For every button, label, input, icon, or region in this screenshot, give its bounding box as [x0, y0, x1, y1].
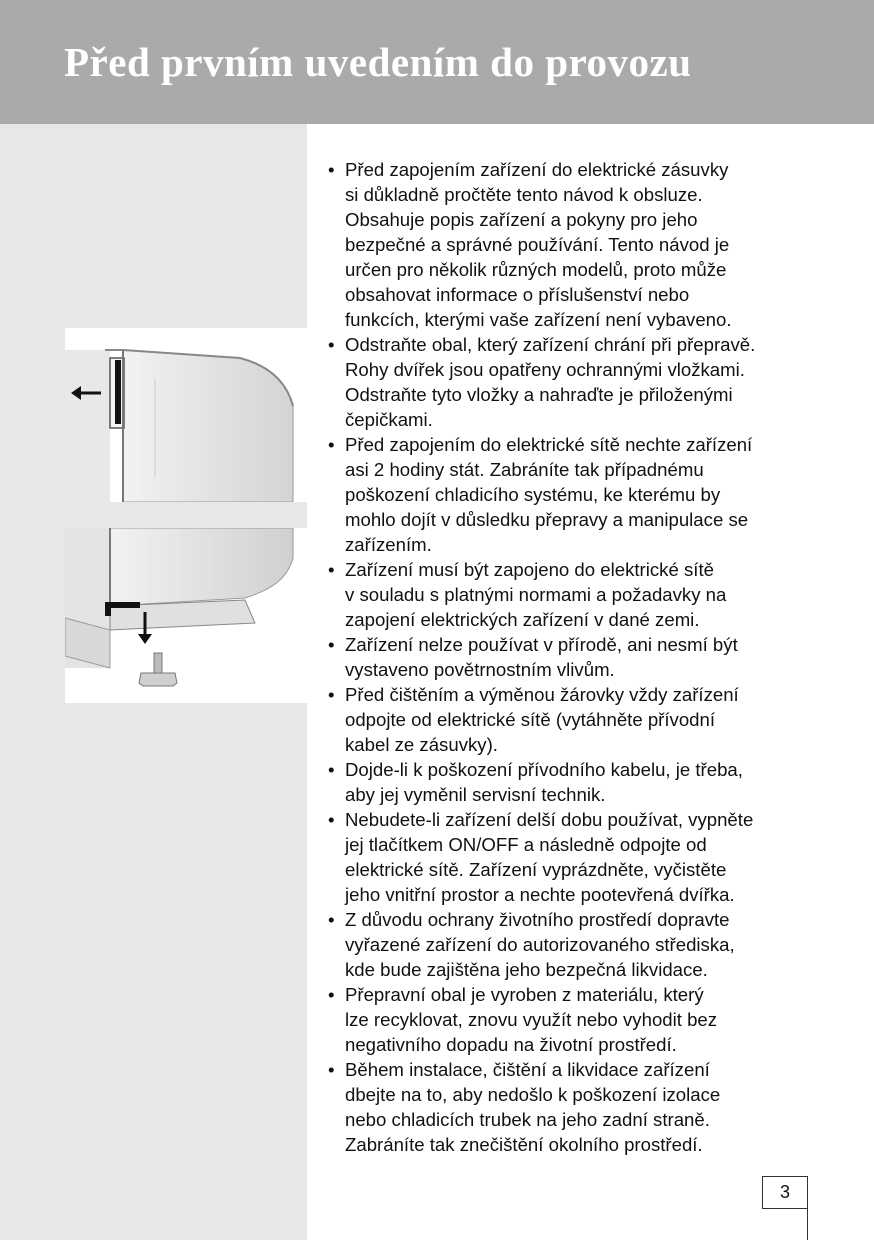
instruction-line: funkcích, kterými vaše zařízení není vybaveno. — [345, 309, 732, 330]
instruction-line: mohlo dojít v důsledku přepravy a manipulace se — [345, 509, 749, 530]
instruction-line: Během instalace, čištění a likvidace zařízení — [345, 1059, 710, 1080]
instruction-line: Před čištěním a výměnou žárovky vždy zařízení — [345, 684, 739, 705]
header-bar — [0, 0, 874, 124]
instruction-item — [328, 982, 828, 1057]
instruction-line: Před zapojením do elektrické sítě nechte zařízení — [345, 434, 753, 455]
bullet-icon: • — [328, 759, 335, 780]
instruction-line: Obsahuje popis zařízení a pokyny pro jeho — [345, 209, 698, 230]
instruction-line: vyřazené zařízení do autorizovaného střediska, — [345, 934, 735, 955]
bullet-icon: • — [328, 634, 335, 655]
instruction-line: odpojte od elektrické sítě (vytáhněte přívodní — [345, 709, 716, 730]
bullet-icon: • — [328, 909, 335, 930]
instruction-item — [328, 757, 828, 807]
instruction-item — [328, 907, 828, 982]
instruction-list — [328, 157, 828, 1157]
instruction-line: aby jej vyměnil servisní technik. — [345, 784, 606, 805]
instruction-item — [328, 807, 828, 907]
instruction-line: bezpečné a správné používání. Tento návod je — [345, 234, 730, 255]
instruction-line: lze recyklovat, znovu využít nebo vyhodit bez — [345, 1009, 718, 1030]
instruction-line: Rohy dvířek jsou opatřeny ochrannými vložkami. — [345, 359, 745, 380]
instruction-item — [328, 332, 828, 432]
bottom-protector-removal-icon — [65, 528, 307, 703]
instruction-line: Dojde-li k poškození přívodního kabelu, je třeba, — [345, 759, 743, 780]
instruction-line: nebo chladicích trubek na jeho zadní straně. — [345, 1109, 710, 1130]
instruction-line: určen pro několik různých modelů, proto může — [345, 259, 727, 280]
instruction-line: negativního dopadu na životní prostředí. — [345, 1034, 677, 1055]
instruction-item — [328, 557, 828, 632]
bullet-icon: • — [328, 984, 335, 1005]
instruction-item — [328, 632, 828, 682]
instruction-line: kde bude zajištěna jeho bezpečná likvidace. — [345, 959, 708, 980]
instruction-line: kabel ze zásuvky). — [345, 734, 498, 755]
page-number: 3 — [762, 1176, 808, 1209]
instruction-line: Zařízení musí být zapojeno do elektrické sítě — [345, 559, 714, 580]
instruction-line: Přepravní obal je vyroben z materiálu, který — [345, 984, 704, 1005]
instruction-line: vystaveno povětrnostním vlivům. — [345, 659, 615, 680]
instruction-line: elektrické sítě. Zařízení vyprázdněte, vyčistěte — [345, 859, 727, 880]
bullet-icon: • — [328, 684, 335, 705]
instruction-line: asi 2 hodiny stát. Zabráníte tak případnému — [345, 459, 704, 480]
instruction-item — [328, 682, 828, 757]
bullet-icon: • — [328, 809, 335, 830]
page-number-rule — [807, 1208, 808, 1240]
instruction-line: Zařízení nelze používat v přírodě, ani nesmí být — [345, 634, 738, 655]
instruction-item — [328, 432, 828, 557]
bullet-icon: • — [328, 159, 335, 180]
instruction-line: Před zapojením zařízení do elektrické zásuvky — [345, 159, 729, 180]
instruction-line: obsahovat informace o příslušenství nebo — [345, 284, 690, 305]
instruction-line: Odstraňte obal, který zařízení chrání při přepravě. — [345, 334, 756, 355]
instruction-line: zařízením. — [345, 534, 432, 555]
instruction-line: Nebudete-li zařízení delší dobu používat, vypněte — [345, 809, 754, 830]
door-protector-removal-icon — [65, 328, 307, 502]
bullet-icon: • — [328, 434, 335, 455]
instruction-line: Z důvodu ochrany životního prostředí dopravte — [345, 909, 730, 930]
instruction-line: Odstraňte tyto vložky a nahraďte je přiloženými — [345, 384, 733, 405]
instruction-item — [328, 1057, 828, 1157]
instruction-line: dbejte na to, aby nedošlo k poškození izolace — [345, 1084, 721, 1105]
instruction-line: čepičkami. — [345, 409, 433, 430]
instruction-line: poškození chladicího systému, ke kterému by — [345, 484, 721, 505]
bullet-icon: • — [328, 1059, 335, 1080]
instruction-line: jeho vnitřní prostor a nechte pootevřená dvířka. — [345, 884, 735, 905]
page-title: Před prvním uvedením do provozu — [64, 39, 692, 85]
instruction-line: si důkladně pročtěte tento návod k obsluze. — [345, 184, 703, 205]
bullet-icon: • — [328, 559, 335, 580]
instruction-line: zapojení elektrických zařízení v dané zemi. — [345, 609, 700, 630]
instruction-line: v souladu s platnými normami a požadavky na — [345, 584, 727, 605]
instruction-line: jej tlačítkem ON/OFF a následně odpojte od — [345, 834, 707, 855]
bullet-icon: • — [328, 334, 335, 355]
instruction-line: Zabráníte tak znečištění okolního prostředí. — [345, 1134, 703, 1155]
instruction-item — [328, 157, 828, 332]
